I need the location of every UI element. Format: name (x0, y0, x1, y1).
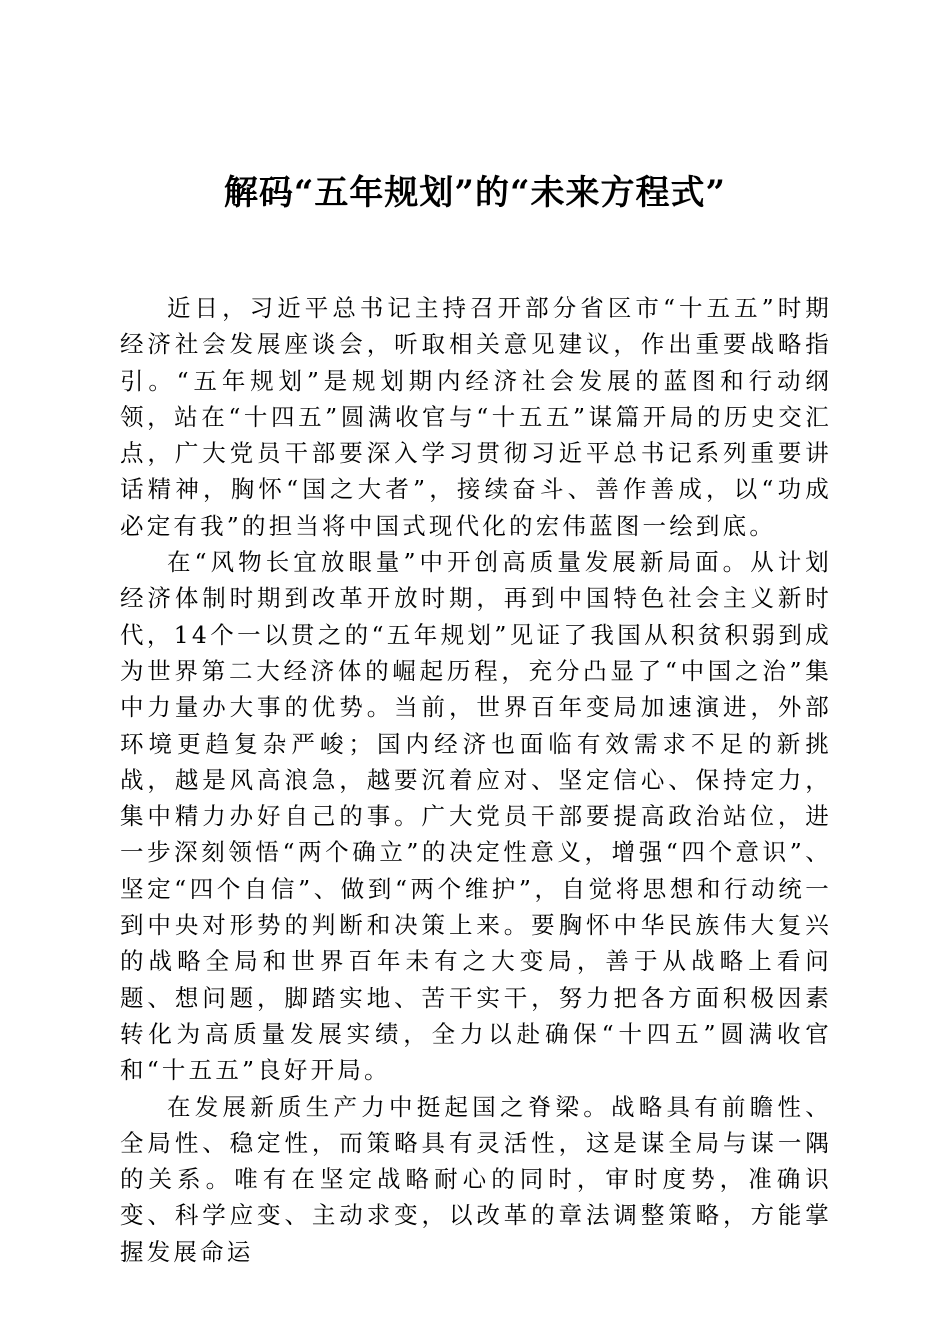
paragraph-1: 近日，习近平总书记主持召开部分省区市“十五五”时期经济社会发展座谈会，听取相关意见建议，作出重要战略指引。“五年规划”是规划期内经济社会发展的蓝图和行动纲领，站在“十四五”圆满收官与“十五五”谋篇开局的历史交汇点，广大党员干部要深入学习贯彻习近平总书记系列重要讲话精神，胸怀“国之大者”，接续奋斗、善作善成，以“功成必定有我”的担当将中国式现代化的宏伟蓝图一绘到底。 (120, 294, 832, 540)
document-body (120, 290, 832, 1270)
document-title: 解码“五年规划”的“未来方程式” (223, 173, 727, 213)
paragraph-2: 在“风物长宜放眼量”中开创高质量发展新局面。从计划经济体制时期到改革开放时期，再到中国特色社会主义新时代，14个一以贯之的“五年规划”见证了我国从积贫积弱到成为世界第二大经济体的崛起历程，充分凸显了“中国之治”集中力量办大事的优势。当前，世界百年变局加速演进，外部环境更趋复杂严峻；国内经济也面临有效需求不足的新挑战，越是风高浪急，越要沉着应对、坚定信心、保持定力，集中精力办好自己的事。广大党员干部要提高政治站位，进一步深刻领悟“两个确立”的决定性意义，增强“四个意识”、坚定“四个自信”、做到“两个维护”，自觉将思想和行动统一到中央对形势的判断和决策上来。要胸怀中华民族伟大复兴的战略全局和世界百年未有之大变局，善于从战略上看问题、想问题，脚踏实地、苦干实干，努力把各方面积极因素转化为高质量发展实绩，全力以赴确保“十四五”圆满收官和“十五五”良好开局。 (120, 548, 832, 1085)
paragraph-3: 在发展新质生产力中挺起国之脊梁。战略具有前瞻性、全局性、稳定性，而策略具有灵活性，这是谋全局与谋一隅的关系。唯有在坚定战略耐心的同时，审时度势，准确识变、科学应变、主动求变，以改革的章法调整策略，方能掌握发展命运 (120, 1092, 832, 1266)
